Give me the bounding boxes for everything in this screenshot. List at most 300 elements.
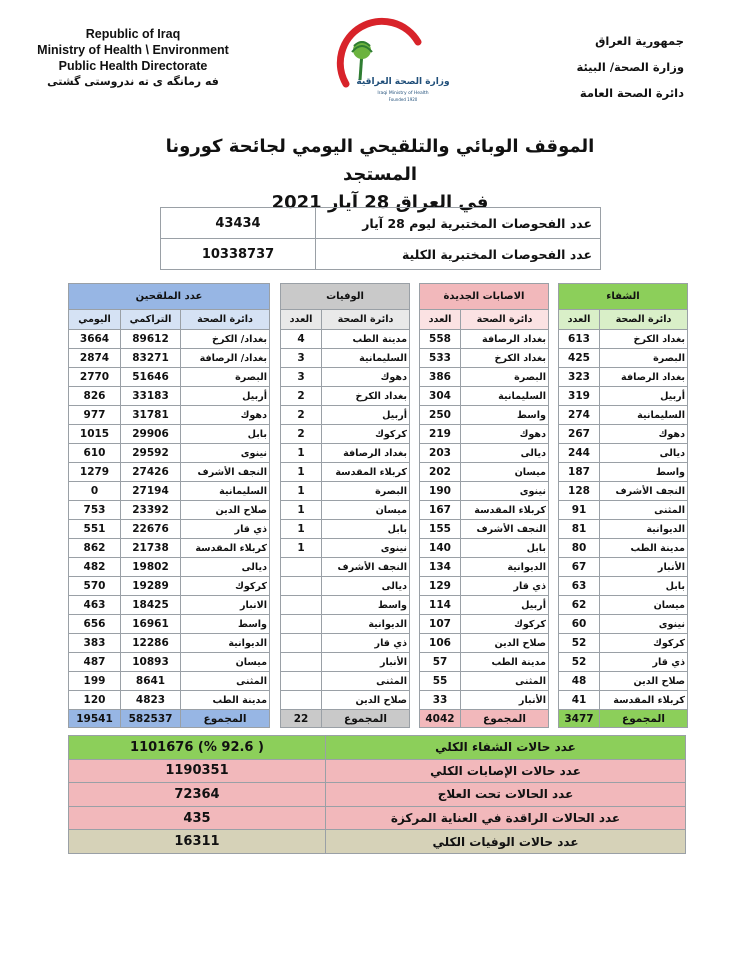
table-row — [559, 425, 688, 444]
recovery-rows — [559, 330, 688, 710]
recovery-table — [558, 283, 688, 728]
table-row — [281, 653, 410, 672]
table-row — [559, 387, 688, 406]
table-row — [69, 349, 270, 368]
count-cell: 1 — [281, 444, 322, 463]
daily-cell: 1279 — [69, 463, 121, 482]
header-ar-line: وزارة الصحة/ البيئة — [576, 60, 684, 74]
count-cell: 91 — [559, 501, 600, 520]
vaccinated-header-row — [69, 310, 270, 330]
table-row — [69, 672, 270, 691]
new-cases-table — [419, 283, 549, 728]
header-ar-line: دائرة الصحة العامة — [579, 86, 684, 100]
directorate-cell: دهوك — [461, 425, 549, 444]
directorate-cell: كركوك — [322, 425, 410, 444]
table-row — [559, 634, 688, 653]
table-row — [69, 387, 270, 406]
daily-tests-value: 43434 — [161, 208, 316, 239]
count-cell: 41 — [559, 691, 600, 710]
count-cell: 128 — [559, 482, 600, 501]
directorate-cell: مدينة الطب — [600, 539, 688, 558]
directorate-cell: النجف الأشرف — [461, 520, 549, 539]
directorate-cell: بابل — [181, 425, 270, 444]
table-row — [281, 577, 410, 596]
cumulative-cell: 4823 — [121, 691, 181, 710]
directorate-cell: بغداد/ الكرخ — [181, 330, 270, 349]
cumulative-cell: 33183 — [121, 387, 181, 406]
table-row — [559, 349, 688, 368]
directorate-cell: النجف الأشرف — [322, 558, 410, 577]
cumulative-cell: 16961 — [121, 615, 181, 634]
table-row — [420, 653, 549, 672]
table-row — [69, 406, 270, 425]
table-row — [69, 463, 270, 482]
count-cell: 533 — [420, 349, 461, 368]
table-row — [420, 444, 549, 463]
table-row — [281, 330, 410, 349]
summary-value: 16311 — [69, 830, 326, 854]
directorate-cell: أربيل — [322, 406, 410, 425]
count-cell: 167 — [420, 501, 461, 520]
directorate-cell: بابل — [600, 577, 688, 596]
daily-cell: 487 — [69, 653, 121, 672]
table-row — [420, 577, 549, 596]
logo-red-arc — [340, 21, 418, 84]
table-row — [69, 577, 270, 596]
directorate-cell: بابل — [322, 520, 410, 539]
table-row — [281, 349, 410, 368]
table-row — [69, 482, 270, 501]
deaths-col-count: العدد — [281, 310, 322, 330]
directorate-cell: كربلاء المقدسة — [181, 539, 270, 558]
summary-value: ( 92.6 %) 1101676 — [69, 736, 326, 760]
directorate-cell: واسط — [322, 596, 410, 615]
count-cell: 134 — [420, 558, 461, 577]
daily-cell: 551 — [69, 520, 121, 539]
logo-text: وزارة الصحة العراقية — [356, 77, 450, 87]
count-cell: 3 — [281, 349, 322, 368]
deaths-title-row — [281, 284, 410, 310]
recovery-title-row — [559, 284, 688, 310]
cumulative-cell: 31781 — [121, 406, 181, 425]
directorate-cell: بابل — [461, 539, 549, 558]
summary-label: عدد حالات الشفاء الكلي — [326, 736, 686, 760]
count-cell: 106 — [420, 634, 461, 653]
summary-label: عدد حالات الإصابات الكلي — [326, 759, 686, 783]
count-cell: 80 — [559, 539, 600, 558]
cumulative-cell: 89612 — [121, 330, 181, 349]
count-cell: 323 — [559, 368, 600, 387]
table-row — [420, 349, 549, 368]
table-row — [420, 520, 549, 539]
directorate-cell: ميسان — [600, 596, 688, 615]
deaths-col-name: دائرة الصحة — [322, 310, 410, 330]
title-line-1: الموقف الوبائي والتلقيحي اليومي لجائحة كورونا المستجد — [165, 136, 595, 185]
summary-label: عدد الحالات الراقدة في العناية المركزة — [326, 806, 686, 830]
directorate-cell: الديوانية — [322, 615, 410, 634]
count-cell: 114 — [420, 596, 461, 615]
count-cell: 1 — [281, 501, 322, 520]
deaths-total-row — [281, 710, 410, 728]
cases-total-label: المجموع — [461, 710, 549, 728]
table-row — [559, 368, 688, 387]
directorate-cell: الأنبار — [322, 653, 410, 672]
total-tests-row — [161, 239, 601, 270]
lab-tests-table — [160, 207, 601, 270]
vaccinated-title-row — [69, 284, 270, 310]
directorate-cell: أربيل — [461, 596, 549, 615]
directorate-cell: مدينة الطب — [181, 691, 270, 710]
vaccinated-total-row — [69, 710, 270, 728]
table-row — [281, 482, 410, 501]
table-row — [281, 634, 410, 653]
daily-cell: 3664 — [69, 330, 121, 349]
header-arabic — [554, 28, 684, 106]
vaccinated-col-daily: اليومي — [69, 310, 121, 330]
directorate-cell: بغداد/ الرصافة — [181, 349, 270, 368]
recovery-title: الشفاء — [559, 284, 688, 310]
count-cell: 129 — [420, 577, 461, 596]
table-row — [281, 558, 410, 577]
directorate-cell: الأنبار — [600, 558, 688, 577]
recovery-total-row — [559, 710, 688, 728]
cumulative-cell: 19802 — [121, 558, 181, 577]
directorate-cell: واسط — [600, 463, 688, 482]
directorate-cell: السليمانية — [461, 387, 549, 406]
table-row — [281, 425, 410, 444]
directorate-cell: بغداد الكرخ — [461, 349, 549, 368]
deaths-total-value: 22 — [281, 710, 322, 728]
directorate-cell: كربلاء المقدسة — [600, 691, 688, 710]
directorate-cell: ديالى — [600, 444, 688, 463]
ministry-logo — [318, 22, 450, 112]
table-row — [559, 558, 688, 577]
directorate-cell: بغداد الرصافة — [461, 330, 549, 349]
count-cell: 60 — [559, 615, 600, 634]
table-row — [281, 672, 410, 691]
table-row — [559, 330, 688, 349]
header-ar-line: جمهورية العراق — [595, 34, 684, 48]
table-row — [559, 653, 688, 672]
daily-cell: 120 — [69, 691, 121, 710]
directorate-cell: واسط — [181, 615, 270, 634]
count-cell: 274 — [559, 406, 600, 425]
directorate-cell: السليمانية — [322, 349, 410, 368]
directorate-cell: السليمانية — [181, 482, 270, 501]
cumulative-cell: 23392 — [121, 501, 181, 520]
daily-tests-label: عدد الفحوصات المختبرية ليوم 28 آيار — [316, 208, 601, 239]
directorate-cell: نينوى — [322, 539, 410, 558]
count-cell: 2 — [281, 387, 322, 406]
directorate-cell: نينوى — [461, 482, 549, 501]
directorate-cell: مدينة الطب — [322, 330, 410, 349]
table-row — [69, 425, 270, 444]
cumulative-cell: 18425 — [121, 596, 181, 615]
directorate-cell: دهوك — [600, 425, 688, 444]
directorate-cell: ذي قار — [461, 577, 549, 596]
summary-rows — [69, 736, 686, 854]
cases-rows — [420, 330, 549, 710]
daily-cell: 862 — [69, 539, 121, 558]
table-row — [559, 406, 688, 425]
vaccinated-col-name: دائرة الصحة — [181, 310, 270, 330]
count-cell — [281, 634, 322, 653]
daily-cell: 2874 — [69, 349, 121, 368]
table-row — [420, 596, 549, 615]
table-row — [420, 539, 549, 558]
count-cell: 425 — [559, 349, 600, 368]
count-cell — [281, 653, 322, 672]
recovery-total-label: المجموع — [600, 710, 688, 728]
table-row — [559, 444, 688, 463]
directorate-cell: البصرة — [322, 482, 410, 501]
count-cell: 1 — [281, 482, 322, 501]
table-row — [69, 444, 270, 463]
directorate-cell: الديوانية — [600, 520, 688, 539]
vaccinated-col-cumulative: التراكمي — [121, 310, 181, 330]
directorate-cell: واسط — [461, 406, 549, 425]
count-cell: 190 — [420, 482, 461, 501]
directorate-cell: نينوى — [181, 444, 270, 463]
count-cell: 202 — [420, 463, 461, 482]
vaccinated-total-label: المجموع — [181, 710, 270, 728]
cases-col-name: دائرة الصحة — [461, 310, 549, 330]
count-cell — [281, 691, 322, 710]
table-row — [420, 691, 549, 710]
count-cell: 57 — [420, 653, 461, 672]
table-row — [559, 691, 688, 710]
recovery-col-name: دائرة الصحة — [600, 310, 688, 330]
count-cell: 140 — [420, 539, 461, 558]
directorate-cell: ذي قار — [600, 653, 688, 672]
directorate-cell: المثنى — [600, 501, 688, 520]
cases-total-row — [420, 710, 549, 728]
header-kurdish-line: فه رمانگه ی ته ندروستی گشتی — [47, 75, 219, 88]
table-row — [281, 501, 410, 520]
table-row — [559, 539, 688, 558]
cases-col-count: العدد — [420, 310, 461, 330]
directorate-cell: ديالى — [322, 577, 410, 596]
directorate-cell: ميسان — [322, 501, 410, 520]
directorate-cell: السليمانية — [600, 406, 688, 425]
count-cell: 48 — [559, 672, 600, 691]
directorate-cell: نينوى — [600, 615, 688, 634]
table-row — [281, 520, 410, 539]
cumulative-cell: 27426 — [121, 463, 181, 482]
daily-cell: 1015 — [69, 425, 121, 444]
table-row — [420, 463, 549, 482]
cumulative-cell: 29906 — [121, 425, 181, 444]
cumulative-cell: 10893 — [121, 653, 181, 672]
count-cell: 1 — [281, 463, 322, 482]
header-en-line: Republic of Iraq — [85, 27, 181, 41]
deaths-total-label: المجموع — [322, 710, 410, 728]
daily-cell: 463 — [69, 596, 121, 615]
table-row — [420, 330, 549, 349]
directorate-cell: صلاح الدين — [600, 672, 688, 691]
table-row — [559, 577, 688, 596]
cumulative-cell: 27194 — [121, 482, 181, 501]
directorate-cell: بغداد الكرخ — [322, 387, 410, 406]
cumulative-cell: 29592 — [121, 444, 181, 463]
summary-row — [69, 830, 686, 854]
cumulative-cell: 51646 — [121, 368, 181, 387]
recovery-col-count: العدد — [559, 310, 600, 330]
directorate-cell: النجف الأشرف — [181, 463, 270, 482]
table-row — [420, 425, 549, 444]
directorate-cell: الديوانية — [461, 558, 549, 577]
count-cell: 2 — [281, 425, 322, 444]
count-cell: 386 — [420, 368, 461, 387]
directorate-cell: ذي قار — [322, 634, 410, 653]
table-row — [69, 653, 270, 672]
table-row — [559, 520, 688, 539]
count-cell: 155 — [420, 520, 461, 539]
summary-value: 435 — [69, 806, 326, 830]
vaccinated-title: عدد الملقحين — [69, 284, 270, 310]
daily-cell: 826 — [69, 387, 121, 406]
directorate-cell: كركوك — [461, 615, 549, 634]
cases-header-row — [420, 310, 549, 330]
count-cell — [281, 615, 322, 634]
directorate-cell: مدينة الطب — [461, 653, 549, 672]
deaths-table — [280, 283, 410, 728]
directorate-cell: الديوانية — [181, 634, 270, 653]
count-cell — [281, 577, 322, 596]
logo-founded: Founded 1920 — [388, 97, 418, 102]
deaths-rows — [281, 330, 410, 710]
count-cell: 304 — [420, 387, 461, 406]
directorate-cell: أربيل — [600, 387, 688, 406]
daily-cell: 0 — [69, 482, 121, 501]
directorate-cell: النجف الأشرف — [600, 482, 688, 501]
directorate-cell: دهوك — [322, 368, 410, 387]
count-cell: 267 — [559, 425, 600, 444]
page-title — [150, 133, 610, 217]
table-row — [420, 482, 549, 501]
directorate-cell: بغداد الرصافة — [322, 444, 410, 463]
total-tests-label: عدد الفحوصات المختبرية الكلية — [316, 239, 601, 270]
table-row — [69, 634, 270, 653]
summary-row — [69, 736, 686, 760]
count-cell: 558 — [420, 330, 461, 349]
directorate-cell: البصرة — [181, 368, 270, 387]
count-cell: 33 — [420, 691, 461, 710]
table-row — [281, 463, 410, 482]
table-row — [420, 634, 549, 653]
cumulative-cell: 12286 — [121, 634, 181, 653]
header-en-line: Ministry of Health \ Environment — [37, 43, 229, 57]
deaths-header-row — [281, 310, 410, 330]
cumulative-cell: 83271 — [121, 349, 181, 368]
directorate-cell: كربلاء المقدسة — [461, 501, 549, 520]
daily-cell: 570 — [69, 577, 121, 596]
deaths-title: الوفيات — [281, 284, 410, 310]
count-cell: 52 — [559, 634, 600, 653]
daily-cell: 199 — [69, 672, 121, 691]
directorate-cell: أربيل — [181, 387, 270, 406]
summary-row — [69, 806, 686, 830]
cumulative-cell: 19289 — [121, 577, 181, 596]
table-row — [281, 596, 410, 615]
directorate-cell: البصرة — [461, 368, 549, 387]
vaccinated-total-cumulative: 582537 — [121, 710, 181, 728]
table-row — [420, 387, 549, 406]
directorate-cell: ميسان — [461, 463, 549, 482]
count-cell: 1 — [281, 539, 322, 558]
table-row — [69, 691, 270, 710]
count-cell: 67 — [559, 558, 600, 577]
title-line-2: في العراق 28 آيار 2021 — [271, 192, 489, 213]
summary-value: 1190351 — [69, 759, 326, 783]
daily-cell: 2770 — [69, 368, 121, 387]
directorate-cell: كركوك — [600, 634, 688, 653]
cumulative-cell: 21738 — [121, 539, 181, 558]
table-row — [420, 672, 549, 691]
directorate-cell: كربلاء المقدسة — [322, 463, 410, 482]
table-row — [420, 368, 549, 387]
summary-table — [68, 735, 686, 854]
count-cell: 3 — [281, 368, 322, 387]
directorate-cell: الأنبار — [461, 691, 549, 710]
count-cell: 219 — [420, 425, 461, 444]
count-cell — [281, 672, 322, 691]
logo-subtext: Iraqi Ministry of Health — [377, 91, 429, 96]
vaccinated-table — [68, 283, 270, 728]
daily-cell: 383 — [69, 634, 121, 653]
table-row — [559, 463, 688, 482]
header-en-line: Public Health Directorate — [58, 59, 208, 73]
directorate-cell: كركوك — [181, 577, 270, 596]
cases-total-value: 4042 — [420, 710, 461, 728]
count-cell — [281, 596, 322, 615]
count-cell: 81 — [559, 520, 600, 539]
table-row — [420, 501, 549, 520]
directorate-cell: ديالى — [181, 558, 270, 577]
total-tests-value: 10338737 — [161, 239, 316, 270]
cases-title: الاصابات الجديدة — [420, 284, 549, 310]
cases-title-row — [420, 284, 549, 310]
count-cell: 250 — [420, 406, 461, 425]
directorate-cell: الانبار — [181, 596, 270, 615]
count-cell: 55 — [420, 672, 461, 691]
table-row — [559, 596, 688, 615]
directorate-cell: البصرة — [600, 349, 688, 368]
daily-cell: 610 — [69, 444, 121, 463]
count-cell: 187 — [559, 463, 600, 482]
directorate-cell: ديالى — [461, 444, 549, 463]
directorate-cell: المثنى — [322, 672, 410, 691]
summary-row — [69, 759, 686, 783]
count-cell: 613 — [559, 330, 600, 349]
count-cell — [281, 558, 322, 577]
table-row — [559, 482, 688, 501]
directorate-cell: بغداد الكرخ — [600, 330, 688, 349]
table-row — [420, 558, 549, 577]
directorate-cell: ذي قار — [181, 520, 270, 539]
recovery-header-row — [559, 310, 688, 330]
table-row — [69, 501, 270, 520]
count-cell: 107 — [420, 615, 461, 634]
count-cell: 4 — [281, 330, 322, 349]
directorate-cell: صلاح الدين — [322, 691, 410, 710]
daily-cell: 977 — [69, 406, 121, 425]
count-cell: 203 — [420, 444, 461, 463]
count-cell: 319 — [559, 387, 600, 406]
summary-value: 72364 — [69, 783, 326, 807]
count-cell: 244 — [559, 444, 600, 463]
directorate-cell: المثنى — [461, 672, 549, 691]
